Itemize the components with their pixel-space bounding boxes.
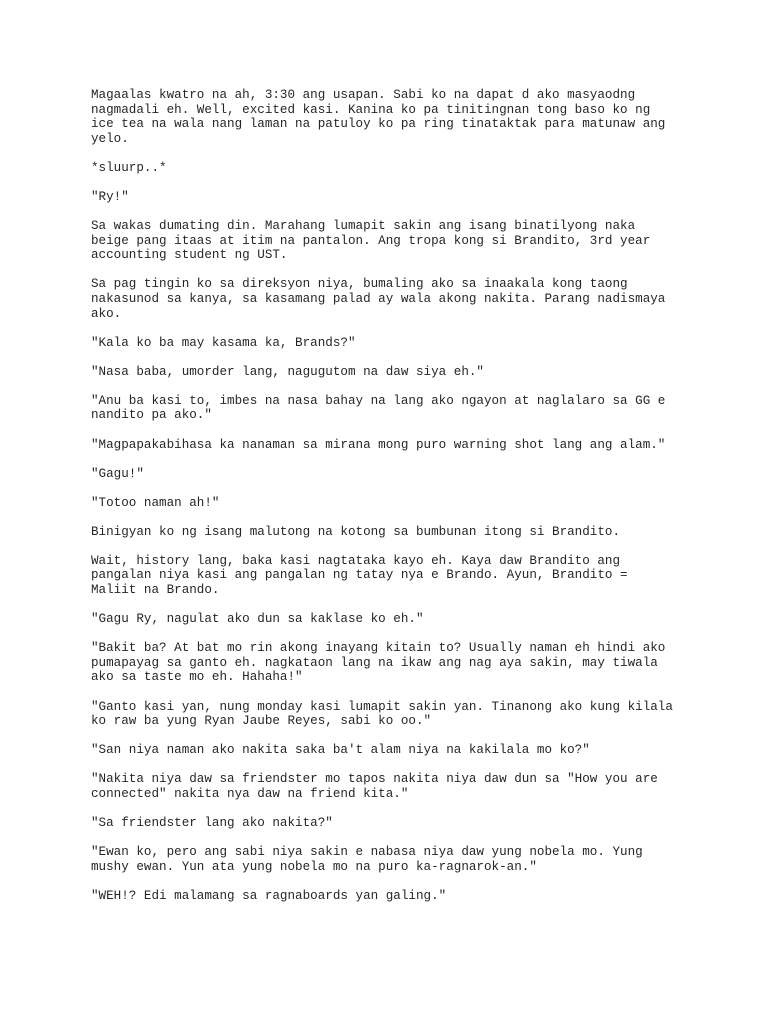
paragraph-9: "Magpapakabihasa ka nanaman sa mirana mong puro warning shot lang ang alam.": [91, 437, 666, 452]
paragraph-4: Sa wakas dumating din. Marahang lumapit sakin ang isang binatilyong naka beige pang itaas at itim na pantalon. Ang tropa kong si Brandito, 3rd year accounting student ng UST.: [91, 219, 651, 263]
paragraph-21: "WEH!? Edi malamang sa ragnaboards yan galing.": [91, 888, 447, 903]
paragraph-8: "Anu ba kasi to, imbes na nasa bahay na lang ako ngayon at naglalaro sa GG e nandito pa ako.": [91, 393, 666, 423]
paragraph-7: "Nasa baba, umorder lang, nagugutom na daw siya eh.": [91, 364, 484, 379]
document-page: [91, 88, 691, 918]
paragraph-5: Sa pag tingin ko sa direksyon niya, bumaling ako sa inaakala kong taong nakasunod sa kanya, sa kasamang palad ay wala akong nakita. Parang nadismaya ako.: [91, 277, 666, 321]
paragraph-11: "Totoo naman ah!": [91, 495, 220, 510]
paragraph-16: "Ganto kasi yan, nung monday kasi lumapit sakin yan. Tinanong ako kung kilala ko raw ba yung Ryan Jaube Reyes, sabi ko oo.": [91, 699, 673, 729]
paragraph-6: "Kala ko ba may kasama ka, Brands?": [91, 335, 356, 350]
paragraph-15: "Bakit ba? At bat mo rin akong inayang kitain to? Usually naman eh hindi ako pumapayag sa ganto eh. nagkataon lang na ikaw ang nag aya sakin, may tiwala ako sa taste mo eh. Hahaha!": [91, 641, 666, 685]
paragraph-2: *sluurp..*: [91, 160, 167, 175]
paragraph-3: "Ry!": [91, 189, 129, 204]
paragraph-10: "Gagu!": [91, 466, 144, 481]
paragraph-17: "San niya naman ako nakita saka ba't alam niya na kakilala mo ko?": [91, 743, 590, 758]
paragraph-12: Binigyan ko ng isang malutong na kotong sa bumbunan itong si Brandito.: [91, 524, 621, 539]
paragraph-19: "Sa friendster lang ako nakita?": [91, 816, 333, 830]
paragraph-1: Magaalas kwatro na ah, 3:30 ang usapan. Sabi ko na dapat d ako masyaodng nagmadali eh. Well, excited kasi. Kanina ko pa tinitingnan tong baso ko ng ice tea na wala nang laman na patuloy ko pa ring tinataktak para matunaw ang yelo.: [91, 88, 666, 146]
paragraph-18: "Nakita niya daw sa friendster mo tapos nakita niya daw dun sa "How you are connected" nakita nya daw na friend kita.": [91, 772, 658, 801]
paragraph-13: Wait, history lang, baka kasi nagtataka kayo eh. Kaya daw Brandito ang pangalan niya kasi ang pangalan ng tatay nya e Brando. Ayun, Brandito = Maliit na Brando.: [91, 553, 628, 598]
paragraph-14: "Gagu Ry, nagulat ako dun sa kaklase ko eh.": [91, 612, 424, 627]
paragraph-20: "Ewan ko, pero ang sabi niya sakin e nabasa niya daw yung nobela mo. Yung mushy ewan. Yun ata yung nobela mo na puro ka-ragnarok-an.": [91, 845, 643, 874]
